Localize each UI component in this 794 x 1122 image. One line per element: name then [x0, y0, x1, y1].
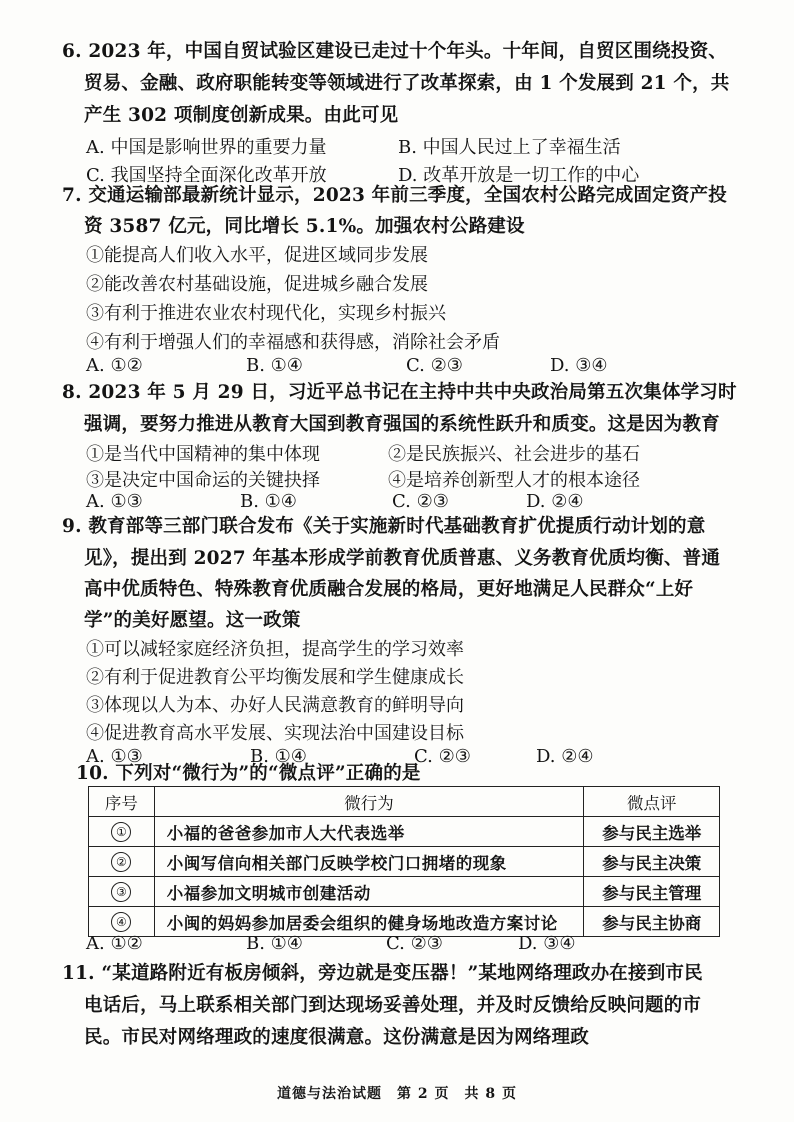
q7-line-1: 7. 交通运输部最新统计显示，2023 年前三季度，全国农村公路完成固定资产投: [62, 185, 727, 206]
row-act: 小闽写信向相关部门反映学校门口拥堵的现象: [154, 847, 584, 877]
q8-item-3: ③是决定中国命运的关键抉择: [86, 470, 320, 491]
row-act: 小福的爸爸参加市人大代表选举: [154, 817, 584, 847]
q9-line-1: 9. 教育部等三部门联合发布《关于实施新时代基础教育扩优提质行动计划的意: [62, 516, 706, 537]
row-no: ④: [111, 912, 131, 932]
table-row: [89, 907, 720, 937]
q7-item-1: ①能提高人们收入水平，促进区域同步发展: [86, 245, 428, 266]
q7-option-c: C. ②③: [406, 355, 463, 376]
q7-option-b: B. ①④: [246, 355, 303, 376]
q6-option-a: A. 中国是影响世界的重要力量: [86, 137, 327, 158]
q11-line-1: 11. “某道路附近有板房倾斜，旁边就是变压器！”某地网络理政办在接到市民: [62, 963, 703, 984]
q7-line-2: 资 3587 亿元，同比增长 5.1%。加强农村公路建设: [84, 216, 525, 237]
row-comment: 参与民主协商: [584, 907, 720, 937]
q9-option-c: C. ②③: [414, 746, 471, 767]
q6-option-b: B. 中国人民过上了幸福生活: [398, 137, 621, 158]
q8-item-4: ④是培养创新型人才的根本途径: [388, 470, 640, 491]
q9-line-4: 学”的美好愿望。这一政策: [84, 610, 301, 631]
q9-option-a: A. ①③: [86, 746, 143, 767]
q10-line-1: 10. 下列对“微行为”的“微点评”正确的是: [76, 763, 421, 784]
row-no-cell: [89, 877, 155, 907]
q8-option-b: B. ①④: [240, 491, 297, 512]
q8-option-a: A. ①③: [86, 491, 143, 512]
q9-option-b: B. ①④: [250, 746, 307, 767]
q8-item-1: ①是当代中国精神的集中体现: [86, 444, 320, 465]
q9-line-3: 高中优质特色、特殊教育优质融合发展的格局，更好地满足人民群众“上好: [84, 579, 694, 600]
q8-option-c: C. ②③: [392, 491, 449, 512]
q9-item-3: ③体现以人为本、办好人民满意教育的鲜明导向: [86, 695, 464, 716]
q6-line-1: 6. 2023 年，中国自贸试验区建设已走过十个年头。十年间，自贸区围绕投资、: [62, 41, 727, 62]
row-no: ①: [111, 822, 131, 842]
q8-line-2: 强调，要努力推进从教育大国到教育强国的系统性跃升和质变。这是因为教育: [84, 414, 720, 435]
q7-item-4: ④有利于增强人们的幸福感和获得感，消除社会矛盾: [86, 332, 500, 353]
q10-option-b: B. ①④: [246, 933, 303, 954]
q7-item-3: ③有利于推进农业农村现代化，实现乡村振兴: [86, 303, 446, 324]
table-row: [89, 847, 720, 877]
header-act: 微行为: [154, 787, 584, 817]
q11-line-2: 电话后，马上联系相关部门到达现场妥善处理，并及时反馈给反映问题的市: [84, 995, 702, 1016]
q6-option-c: C. 我国坚持全面深化改革开放: [86, 165, 327, 186]
row-comment: 参与民主决策: [584, 847, 720, 877]
q10-option-c: C. ②③: [386, 933, 443, 954]
q11-line-3: 民。市民对网络理政的速度很满意。这份满意是因为网络理政: [84, 1027, 589, 1048]
row-act: 小闽的妈妈参加居委会组织的健身场地改造方案讨论: [154, 907, 584, 937]
q6-line-2: 贸易、金融、政府职能转变等领域进行了改革探索，由 1 个发展到 21 个，共: [84, 73, 730, 94]
row-comment: 参与民主管理: [584, 877, 720, 907]
q6-option-d: D. 改革开放是一切工作的中心: [398, 165, 640, 186]
q9-item-1: ①可以减轻家庭经济负担，提高学生的学习效率: [86, 639, 464, 660]
q7-item-2: ②能改善农村基础设施，促进城乡融合发展: [86, 274, 428, 295]
row-no: ②: [111, 852, 131, 872]
row-no-cell: [89, 817, 155, 847]
q10-option-a: A. ①②: [86, 933, 143, 954]
header-no: 序号: [89, 787, 155, 817]
row-no-cell: [89, 847, 155, 877]
q7-option-a: A. ①②: [86, 355, 143, 376]
q9-line-2: 见》，提出到 2027 年基本形成学前教育优质普惠、义务教育优质均衡、普通: [84, 548, 721, 569]
page-footer: 道德与法治试题 第 2 页 共 8 页: [277, 1086, 517, 1102]
q8-option-d: D. ②④: [526, 491, 584, 512]
q8-item-2: ②是民族振兴、社会进步的基石: [388, 444, 640, 465]
q7-option-d: D. ③④: [550, 355, 608, 376]
header-comment: 微点评: [584, 787, 720, 817]
row-act: 小福参加文明城市创建活动: [154, 877, 584, 907]
row-no-cell: [89, 907, 155, 937]
q6-line-3: 产生 302 项制度创新成果。由此可见: [84, 105, 399, 126]
table-row: [89, 877, 720, 907]
row-no: ③: [111, 882, 131, 902]
q9-option-d: D. ②④: [536, 746, 594, 767]
q10-option-d: D. ③④: [518, 933, 576, 954]
table-row: [89, 817, 720, 847]
row-comment: 参与民主选举: [584, 817, 720, 847]
q10-table: [88, 786, 720, 937]
q9-item-2: ②有利于促进教育公平均衡发展和学生健康成长: [86, 667, 464, 688]
q8-line-1: 8. 2023 年 5 月 29 日，习近平总书记在主持中共中央政治局第五次集体学习时: [62, 382, 737, 403]
q9-item-4: ④促进教育高水平发展、实现法治中国建设目标: [86, 723, 464, 744]
table-header-row: [89, 787, 720, 817]
